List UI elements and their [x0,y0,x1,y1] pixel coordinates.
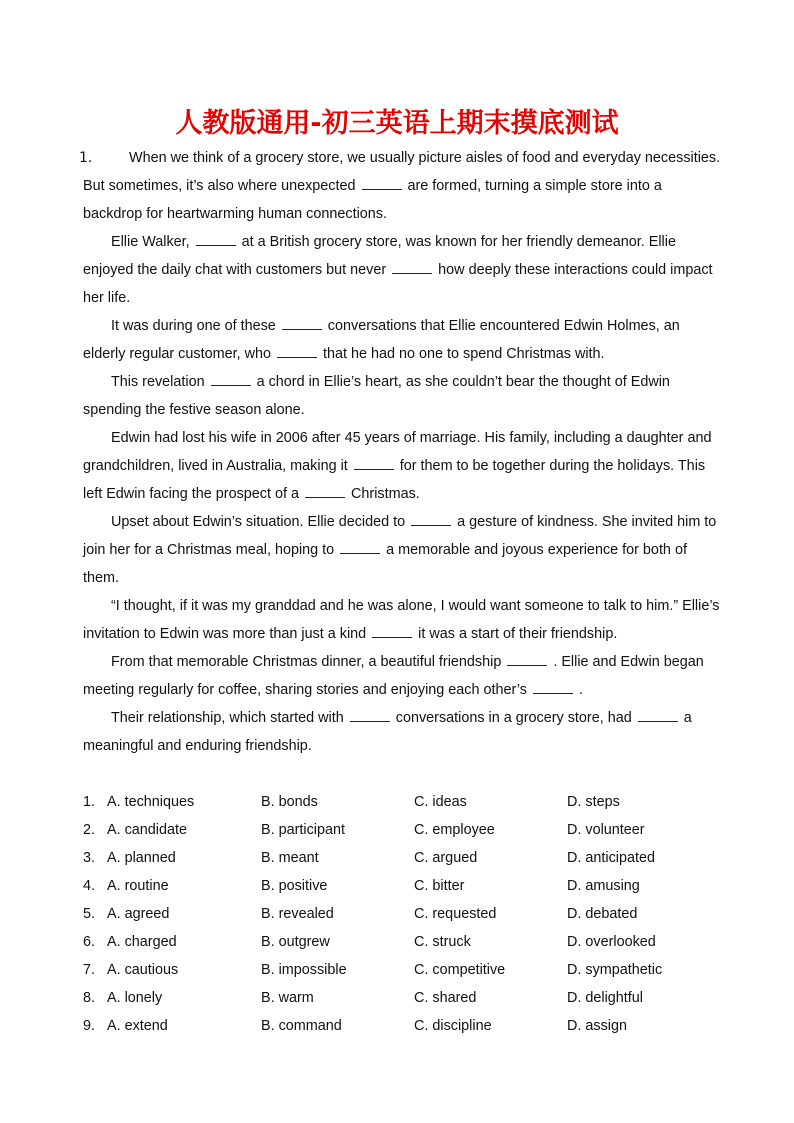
passage-text: how deeply these interactions could impact her life. [83,262,713,306]
option-c: C. discipline [414,1018,492,1034]
option-number: 1. [83,794,96,810]
passage-paragraph [83,228,723,312]
option-row [83,900,723,928]
option-c: C. shared [414,990,477,1006]
passage-text: Their relationship, which started with [111,710,344,726]
options-list [83,788,723,1040]
passage-paragraph [83,508,723,592]
option-number: 8. [83,990,96,1006]
option-d: D. sympathetic [567,962,663,978]
option-number: 2. [83,822,96,838]
option-number: 4. [83,878,96,894]
passage-text: Ellie Walker, [111,234,190,250]
option-d: D. debated [567,906,638,922]
passage-text: . Ellie and Edwin began meeting regularly for coffee, sharing stories and enjoying each other’s [83,654,704,698]
passage-text: When we think of a grocery store, we usually picture aisles of food and everyday necessities. But sometimes, it’s also where unexpected [83,150,721,194]
passage-text: a memorable and joyous experience for both of them. [83,542,687,586]
option-row [83,816,723,844]
option-row [83,872,723,900]
passage-paragraph [83,704,723,760]
cloze-passage [79,144,723,760]
option-number: 9. [83,1018,96,1034]
answer-blank [372,623,412,638]
option-number: 3. [83,850,96,866]
passage-text: a gesture of kindness. She invited him to join her for a Christmas meal, hoping to [83,514,717,558]
passage-text: From that memorable Christmas dinner, a beautiful friendship [111,654,502,670]
passage-text: conversations in a grocery store, had [395,710,632,726]
answer-blank [282,315,322,330]
answer-blank [392,259,432,274]
option-row [83,788,723,816]
passage-text: are formed, turning a simple store into a backdrop for heartwarming human connections. [83,178,662,222]
option-a: A. candidate [107,822,188,838]
option-a: A. routine [107,878,169,894]
option-row [83,1012,723,1040]
option-number: 6. [83,934,96,950]
option-row [83,956,723,984]
option-d: D. steps [567,794,620,810]
option-number: 7. [83,962,96,978]
option-d: D. overlooked [567,934,656,950]
option-a: A. techniques [107,794,195,810]
option-c: C. argued [414,850,478,866]
option-c: C. requested [414,906,497,922]
passage-text: that he had no one to spend Christmas with. [322,346,605,362]
option-number: 5. [83,906,96,922]
option-b: B. participant [261,822,345,838]
answer-blank [340,539,380,554]
passage-paragraph [79,144,723,228]
option-b: B. bonds [261,794,318,810]
passage-text: it was a start of their friendship. [418,626,618,642]
option-a: A. charged [107,934,177,950]
option-d: D. amusing [567,878,640,894]
question-number: 1. [79,150,93,166]
passage-text: “I thought, if it was my granddad and he was alone, I would want someone to talk to him.” Ellie’s invitation to Edwin was more than just a kind [83,598,720,642]
answer-blank [354,455,394,470]
answer-blank [350,707,390,722]
answer-blank [362,175,402,190]
passage-text: Christmas. [351,486,420,502]
option-a: A. extend [107,1018,168,1034]
option-b: B. outgrew [261,934,330,950]
answer-blank [305,483,345,498]
answer-blank [533,679,573,694]
option-b: B. command [261,1018,342,1034]
option-c: C. competitive [414,962,506,978]
document-title: 人教版通用-初三英语上期末摸底测试 [175,108,619,140]
option-c: C. bitter [414,878,465,894]
option-c: C. ideas [414,794,467,810]
passage-text: This revelation [111,374,205,390]
passage-text: It was during one of these [111,318,276,334]
option-row [83,984,723,1012]
option-c: C. struck [414,934,471,950]
option-d: D. delightful [567,990,643,1006]
passage-paragraph [83,312,723,368]
option-row [83,844,723,872]
option-b: B. meant [261,850,319,866]
passage-text: Upset about Edwin’s situation. Ellie decided to [111,514,406,530]
option-b: B. warm [261,990,314,1006]
passage-paragraph [83,592,723,648]
passage-paragraph [83,368,723,424]
option-b: B. positive [261,878,328,894]
option-c: C. employee [414,822,495,838]
passage-text: at a British grocery store, was known for her friendly demeanor. Ellie enjoyed the daily chat with customers but never [83,234,676,278]
option-a: A. agreed [107,906,170,922]
answer-blank [507,651,547,666]
passage-text: a chord in Ellie’s heart, as she couldn’t bear the thought of Edwin spending the festive season alone. [83,374,670,418]
option-d: D. anticipated [567,850,655,866]
option-a: A. cautious [107,962,179,978]
option-d: D. assign [567,1018,627,1034]
option-a: A. lonely [107,990,163,1006]
passage-text: Edwin had lost his wife in 2006 after 45 years of marriage. His family, including a daughter and grandchildren, lived in Australia, making it [83,430,712,474]
option-row [83,928,723,956]
option-b: B. impossible [261,962,347,978]
option-a: A. planned [107,850,176,866]
answer-blank [211,371,251,386]
answer-blank [638,707,678,722]
option-b: B. revealed [261,906,334,922]
passage-text: . [578,682,583,698]
passage-text: a meaningful and enduring friendship. [83,710,692,754]
answer-blank [196,231,236,246]
passage-text: for them to be together during the holidays. This left Edwin facing the prospect of a [83,458,706,502]
answer-blank [411,511,451,526]
passage-paragraph [83,648,723,704]
passage-text: conversations that Ellie encountered Edwin Holmes, an elderly regular customer, who [83,318,680,362]
passage-paragraph [83,424,723,508]
option-d: D. volunteer [567,822,645,838]
answer-blank [277,343,317,358]
